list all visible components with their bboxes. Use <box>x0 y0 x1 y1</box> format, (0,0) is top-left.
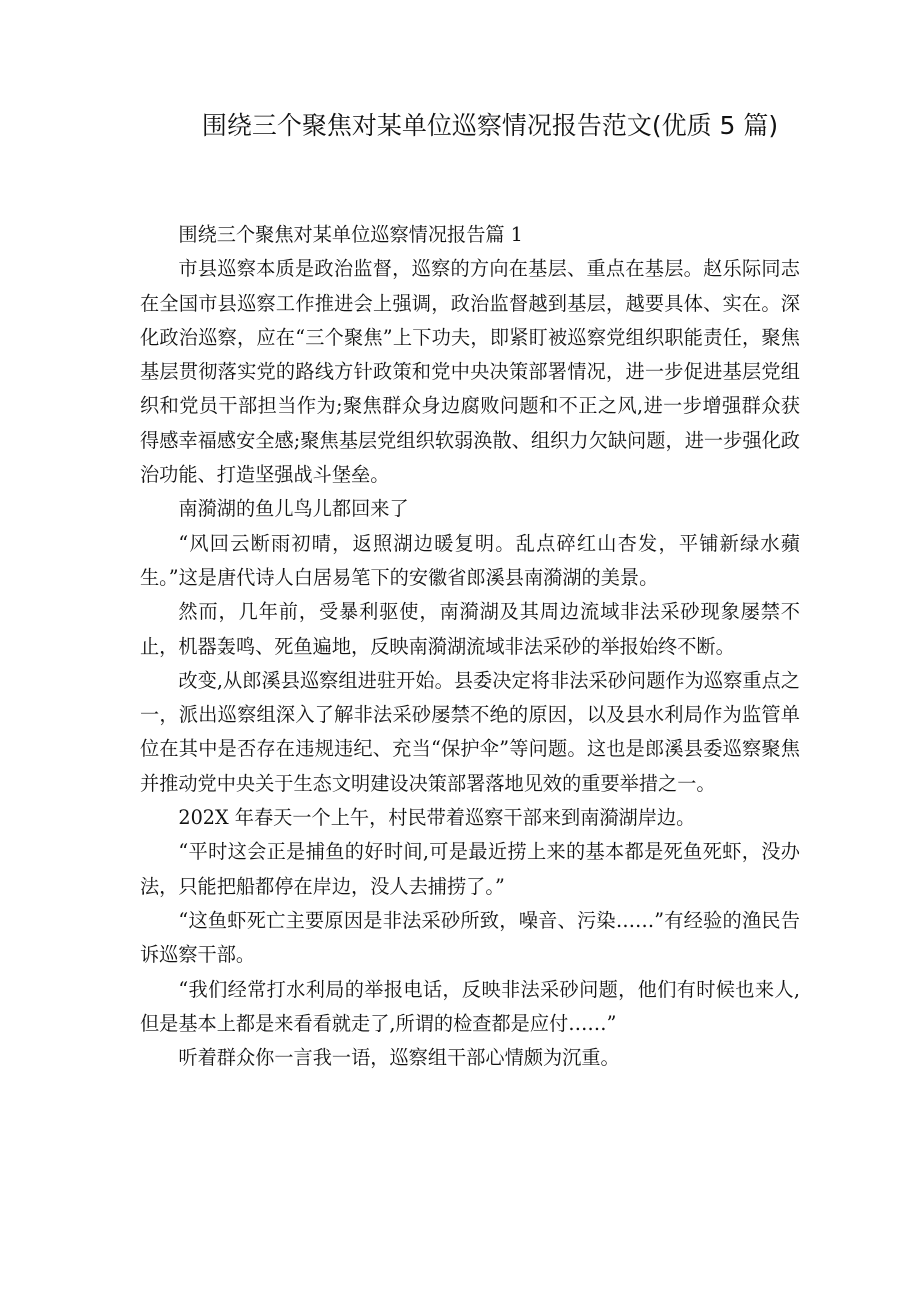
document-body <box>140 218 800 1075</box>
document-title: 围绕三个聚焦对某单位巡察情况报告范文(优质 5 篇) <box>201 111 779 140</box>
paragraph: 然而，几年前，受暴利驱使，南漪湖及其周边流域非法采砂现象屡禁不止，机器轰鸣、死鱼遍地，反映南漪湖流域非法采砂的举报始终不断。 <box>140 600 800 658</box>
section-heading: 围绕三个聚焦对某单位巡察情况报告篇 1 <box>178 223 523 246</box>
paragraph: “我们经常打水利局的举报电话，反映非法采砂问题，他们有时候也来人,但是基本上都是来看看就走了,所谓的检查都是应付……” <box>140 977 800 1035</box>
paragraph: “平时这会正是捕鱼的好时间,可是最近捞上来的基本都是死鱼死虾，没办法，只能把船都停在岸边，没人去捕捞了。” <box>140 840 800 898</box>
paragraph: 改变,从郎溪县巡察组进驻开始。县委决定将非法采砂问题作为巡察重点之一，派出巡察组深入了解非法采砂屡禁不绝的原因，以及县水利局作为监管单位在其中是否存在违规违纪、充当“保护伞”等问题。这也是郎溪县委巡察聚焦并推动党中央关于生态文明建设决策部署落地见效的重要举措之一。 <box>140 668 800 795</box>
paragraph: 市县巡察本质是政治监督，巡察的方向在基层、重点在基层。赵乐际同志在全国市县巡察工作推进会上强调，政治监督越到基层，越要具体、实在。深化政治巡察，应在“三个聚焦”上下功夫，即紧盯被巡察党组织职能责任，聚焦基层贯彻落实党的路线方针政策和党中央决策部署情况，进一步促进基层党组织和党员干部担当作为;聚焦群众身边腐败问题和不正之风,进一步增强群众获得感幸福感安全感;聚焦基层党组织软弱涣散、组织力欠缺问题，进一步强化政治功能、打造坚强战斗堡垒。 <box>140 257 800 487</box>
paragraph: 听着群众你一言我一语，巡察组干部心情颇为沉重。 <box>178 1046 620 1070</box>
paragraph: “这鱼虾死亡主要原因是非法采砂所致，噪音、污染……”有经验的渔民告诉巡察干部。 <box>140 908 800 967</box>
paragraph: “风回云断雨初晴，返照湖边暖复明。乱点碎红山杏发，平铺新绿水蘋生。”这是唐代诗人白居易笔下的安徽省郎溪县南漪湖的美景。 <box>140 531 800 589</box>
paragraph: 202X 年春天一个上午，村民带着巡察干部来到南漪湖岸边。 <box>178 806 696 830</box>
subheading: 南漪湖的鱼儿鸟儿都回来了 <box>178 497 409 521</box>
